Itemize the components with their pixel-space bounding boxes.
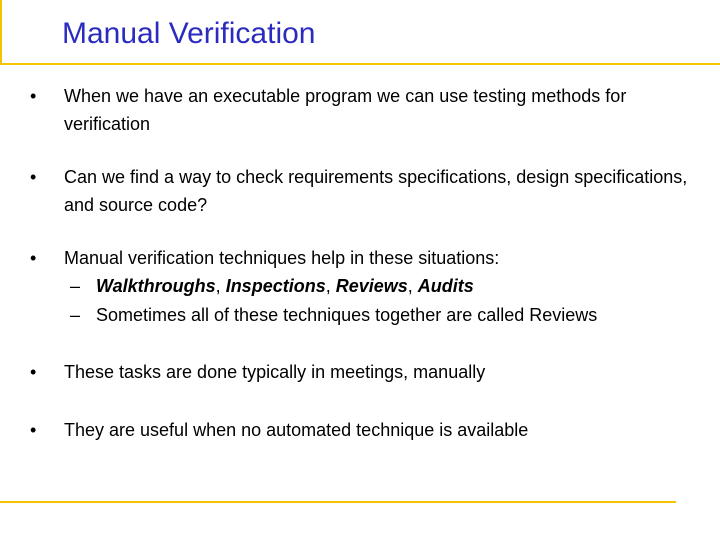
sub-bullet-dash: –	[70, 276, 81, 296]
bottom-divider	[0, 501, 676, 503]
bullet-text: Can we find a way to check requirements specifications, design specifications, and source code?	[64, 167, 688, 215]
top-divider	[0, 63, 720, 65]
separator: ,	[325, 276, 336, 296]
bullet-dot: •	[30, 167, 37, 187]
sub-bullet-text: Sometimes all of these techniques together are called Reviews	[96, 305, 598, 325]
separator: ,	[407, 276, 418, 296]
bullet-dot: •	[30, 420, 37, 440]
left-accent-line	[0, 0, 2, 63]
sub-bullet-text	[96, 272, 474, 300]
bullet-text: When we have an executable program we can use testing methods for verification	[64, 86, 627, 134]
sub-bullet-dash: –	[70, 305, 81, 325]
technique-audits: Audits	[417, 276, 474, 296]
separator: ,	[215, 276, 226, 296]
slide-title: Manual Verification	[62, 17, 316, 50]
technique-inspections: Inspections	[225, 276, 326, 296]
technique-reviews: Reviews	[335, 276, 408, 296]
bullet-text: Manual verification techniques help in these situations:	[64, 248, 500, 268]
technique-walkthroughs: Walkthroughs	[96, 276, 216, 296]
bullet-text: These tasks are done typically in meetings, manually	[64, 362, 486, 382]
bullet-dot: •	[30, 86, 37, 106]
bullet-text: They are useful when no automated technique is available	[64, 420, 529, 440]
bullet-dot: •	[30, 248, 37, 268]
bullet-dot: •	[30, 362, 37, 382]
